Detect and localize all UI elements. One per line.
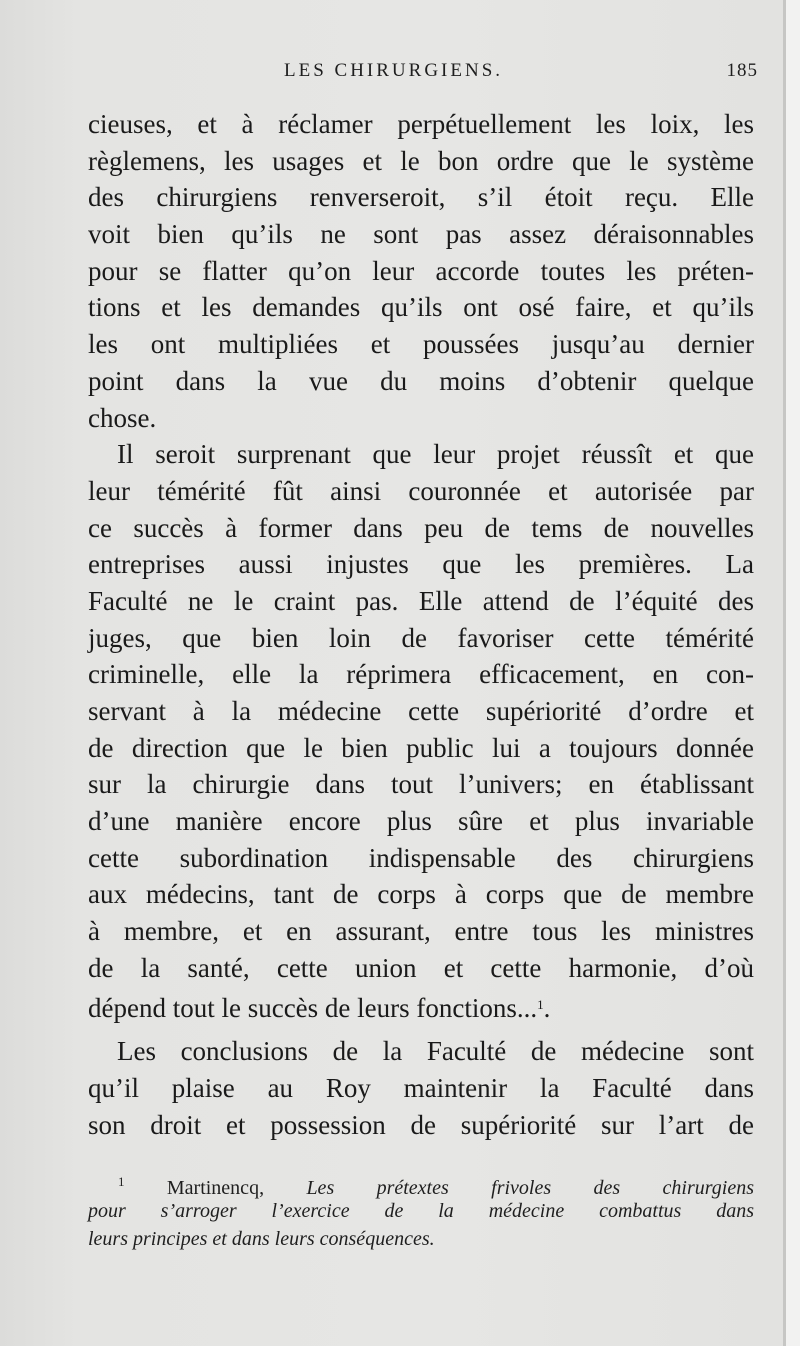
body-line: point dans la vue du moins d’obtenir quelque xyxy=(88,365,754,396)
body-line: à membre, et en assurant, entre tous les ministres xyxy=(88,916,754,947)
footnote-line: leurs principes et dans leurs conséquences. xyxy=(88,1228,435,1250)
page-number: 185 xyxy=(726,60,758,81)
body-line-text: dépend tout le succès de leurs fonctions... xyxy=(88,992,538,1023)
body-line: les ont multipliées et poussées jusqu’au dernier xyxy=(88,329,754,360)
body-line: d’une manière encore plus sûre et plus invariable xyxy=(88,806,754,837)
body-line: voit bien qu’ils ne sont pas assez déraisonnables xyxy=(88,219,754,250)
body-line: entreprises aussi injustes que les premières. La xyxy=(88,549,754,580)
body-line: règlemens, les usages et le bon ordre que le système xyxy=(88,145,754,176)
body-line: servant à la médecine cette supériorité d’ordre et xyxy=(88,696,754,726)
body-line: de direction que le bien public lui a toujours donnée xyxy=(88,732,754,763)
footnote-title: Les prétextes frivoles des chirurgiens xyxy=(306,1177,755,1199)
body-line: de la santé, cette union et cette harmonie, d’où xyxy=(88,952,754,983)
footnote xyxy=(88,1168,754,1254)
body-line: criminelle, elle la réprimera efficacement, en con- xyxy=(88,659,754,690)
body-line: leur témérité fût ainsi couronnée et autorisée par xyxy=(88,475,754,506)
footnote-line: pour s’arroger l’exercice de la médecine combattus dans xyxy=(88,1199,754,1222)
body-line: Faculté ne le craint pas. Elle attend de l’équité des xyxy=(88,585,754,616)
footnote-line xyxy=(88,1168,754,1197)
body-line: des chirurgiens renverseroit, s’il étoit reçu. Elle xyxy=(88,182,754,213)
paragraph-start-line: Il seroit surprenant que leur projet réussît et que xyxy=(117,439,754,470)
body-line: juges, que bien loin de favoriser cette témérité xyxy=(88,622,754,653)
paragraph-start-line: Les conclusions de la Faculté de médecine sont xyxy=(117,1036,754,1067)
body-line: cieuses, et à réclamer perpétuellement les loix, les xyxy=(88,109,754,139)
footnote-reference-period: . xyxy=(543,992,551,1023)
body-line: aux médecins, tant de corps à corps que de membre xyxy=(88,879,754,910)
body-line: qu’il plaise au Roy maintenir la Faculté dans xyxy=(88,1072,754,1103)
running-header xyxy=(88,60,758,90)
body-line: cette subordination indispensable des chirurgiens xyxy=(88,842,754,873)
body-line: sur la chirurgie dans tout l’univers; en établissant xyxy=(88,769,754,800)
body-line: pour se flatter qu’on leur accorde toutes les préten- xyxy=(88,255,754,286)
body-line-with-note-ref xyxy=(88,987,754,1024)
body-line: son droit et possession de supériorité sur l’art de xyxy=(88,1109,754,1140)
footnote-author: Martinencq, xyxy=(166,1177,265,1199)
body-line: tions et les demandes qu’ils ont osé faire, et qu’ils xyxy=(88,292,754,323)
body-line: ce succès à former dans peu de tems de nouvelles xyxy=(88,512,754,543)
body-line: chose. xyxy=(88,402,157,433)
footnote-marker: 1 xyxy=(118,1174,125,1189)
body-text xyxy=(88,106,754,1143)
footnote-reference: 1 xyxy=(537,996,544,1012)
running-title: LES CHIRURGIENS. xyxy=(284,60,504,81)
